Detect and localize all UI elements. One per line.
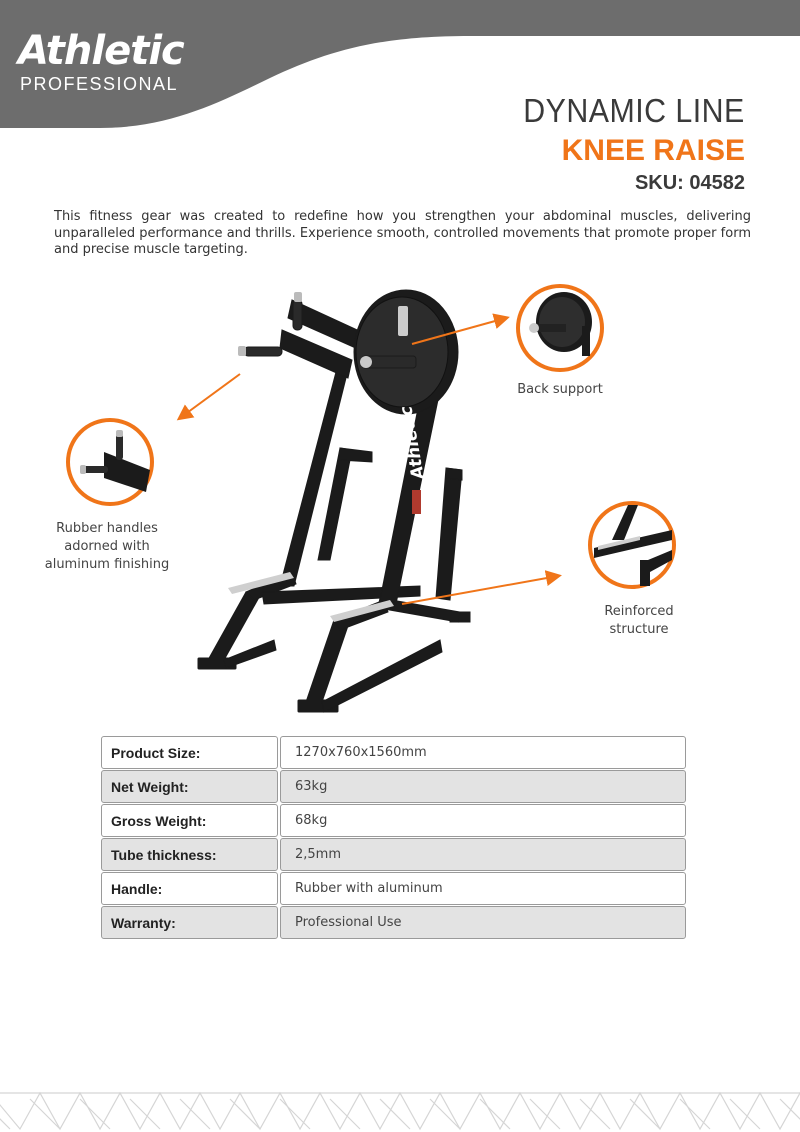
product-line: DYNAMIC LINE [523,92,745,129]
frame-brand-text: Athletic [396,404,429,481]
callout-line: Back support [517,382,603,397]
spec-label: Net Weight: [101,770,278,803]
spec-table [101,736,686,940]
brand-subtitle: PROFESSIONAL [20,74,179,94]
product-image [0,260,800,730]
spec-value: 68kg [280,804,686,837]
spec-row-product-size [101,736,686,770]
footer-pattern [0,1085,800,1132]
spec-row-net-weight [101,770,686,804]
callout-line: adorned with [64,539,150,554]
structure-detail [590,503,674,587]
knee-raise-machine [198,290,470,712]
spec-value: Rubber with aluminum [280,872,686,905]
spec-value: 63kg [280,770,686,803]
callout-line: Reinforced [604,604,674,619]
brand-logo: Athletic [18,28,184,74]
callout-back-support [500,381,620,399]
spec-row-gross-weight [101,804,686,838]
spec-label: Gross Weight: [101,804,278,837]
spec-label: Product Size: [101,736,278,769]
spec-label: Tube thickness: [101,838,278,871]
structure-arrow [402,576,558,604]
spec-row-warranty [101,906,686,940]
callout-line: aluminum finishing [44,557,170,572]
product-sku: SKU: 04582 [634,172,745,194]
product-description: This fitness gear was created to redefine how you strengthen your abdominal muscles, delivering unparalleled performance and thrills. Experience smooth, controlled movements that promote proper form and precise muscle targeting. [54,209,751,257]
callout-line: Rubber handles [56,521,158,536]
spec-value: 2,5mm [280,838,686,871]
spec-label: Warranty: [101,906,278,939]
spec-value: 1270x760x1560mm [280,736,686,769]
handles-arrow [180,374,240,418]
callout-rubber-handles [40,520,174,574]
callout-reinforced-structure [580,603,698,639]
spec-label: Handle: [101,872,278,905]
spec-row-handle [101,872,686,906]
callout-line: structure [609,622,669,637]
product-title: KNEE RAISE [561,134,745,167]
spec-row-tube-thickness [101,838,686,872]
spec-value: Professional Use [280,906,686,939]
back-support-detail [518,286,602,370]
handles-detail [68,420,152,504]
